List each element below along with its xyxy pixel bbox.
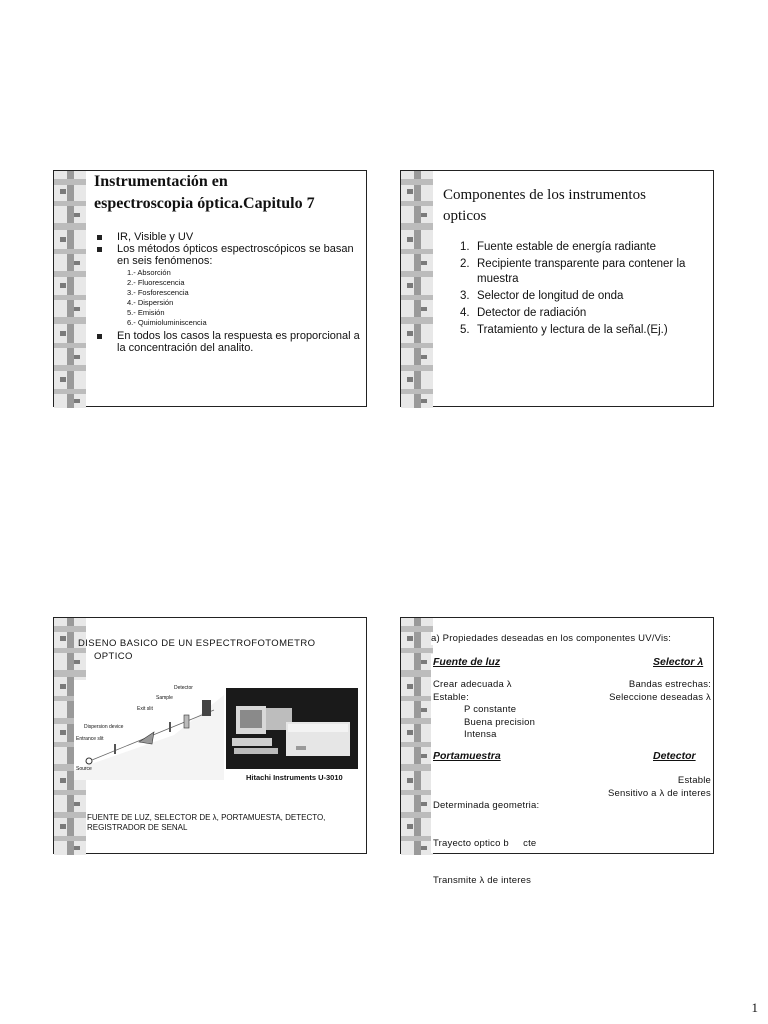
property-line: Bandas estrechas: [628, 679, 711, 690]
phenomenon-item: 3.- Fosforescencia [127, 288, 189, 297]
label-detector: Detector [174, 685, 193, 691]
property-line: Trayecto optico b cte [433, 837, 537, 849]
footer-line-2: REGISTRADOR DE SENAL [87, 823, 188, 832]
label-entrance-slit: Entrance slit [76, 736, 104, 742]
photo-caption: Hitachi Instruments U-3010 [246, 773, 343, 782]
phenomenon-item: 5.- Emisión [127, 308, 165, 317]
property-line: Crear adecuada λ [433, 679, 512, 690]
selector-properties [609, 679, 711, 704]
component-item: 2. Recipiente transparente para contener la muestra [460, 258, 686, 285]
fuente-properties [433, 679, 535, 742]
phenomenon-item: 1.- Absorción [127, 268, 171, 277]
property-line: Determinada geometria: [433, 800, 540, 811]
instrument-photo [226, 688, 358, 769]
slide-propiedades [400, 617, 714, 886]
bullet-metodos: Los métodos ópticos espectroscópicos se basan en seis fenómenos: 1.- Absorción 2.- Fluorescencia 3.- Fosforescencia 4.- Dispersión 5.- Emisión 6.- Quimioluminiscencia [94, 243, 362, 328]
slide-title [78, 637, 315, 663]
property-line: Estable: [433, 691, 469, 703]
decorative-strip [401, 618, 433, 855]
property-subline: Buena precision [464, 716, 536, 728]
label-dispersion-device: Dispersion device [84, 724, 124, 730]
title-line-1: DISENO BASICO DE UN ESPECTROFOTOMETRO [78, 638, 316, 649]
title-line-1: Instrumentación en [94, 173, 228, 190]
page-number: 1 [751, 1000, 758, 1015]
component-item: 3. Selector de longitud de onda [460, 290, 624, 302]
properties-panel [431, 654, 713, 886]
decorative-strip [54, 171, 86, 408]
slide-diseno-basico [53, 617, 367, 854]
title-line-2: espectroscopia óptica.Capitulo 7 [94, 195, 315, 212]
slide-componentes [400, 170, 714, 407]
bullet-list [94, 231, 362, 354]
heading-selector: Selector λ [653, 656, 704, 668]
decorative-strip [401, 171, 433, 408]
title-line-2: OPTICO [94, 651, 133, 662]
phenomenon-item: 4.- Dispersión [127, 298, 174, 307]
slide-title [94, 171, 315, 215]
title-line-1: Componentes de los instrumentos [443, 187, 646, 203]
instrument-photo-drawing [226, 688, 358, 769]
optical-diagram-drawing [74, 680, 224, 780]
title-line-2: opticos [443, 208, 487, 224]
property-line: Sensitivo a λ de interes [607, 787, 711, 799]
heading-portamuestra: Portamuestra [433, 750, 501, 762]
component-item: 1. Fuente estable de energía radiante [460, 241, 657, 253]
detector-properties [608, 775, 711, 800]
heading-detector: Detector [653, 750, 696, 762]
label-source: Source [76, 766, 92, 772]
phenomenon-item: 6.- Quimioluminiscencia [127, 318, 207, 327]
phenomenon-item: 2.- Fluorescencia [127, 278, 185, 287]
slide-title: a) Propiedades deseadas en los componentes UV/Vis: [431, 632, 713, 645]
property-subline: Intensa [464, 729, 497, 740]
label-sample: Sample [156, 695, 173, 701]
slide-title [443, 185, 646, 227]
bullet-respuesta: En todos los casos la respuesta es proporcional a la concentración del analito. [94, 330, 362, 354]
property-line: Seleccione deseadas λ [609, 691, 711, 703]
heading-fuente-de-luz: Fuente de luz [433, 656, 501, 668]
phenomena-list [127, 268, 362, 328]
label-exit-slit: Exit slit [137, 706, 153, 712]
components-list [460, 240, 710, 340]
optical-diagram [74, 680, 224, 780]
property-subline: P constante [464, 704, 517, 715]
component-item: 4. Detector de radiación [460, 307, 587, 319]
property-line: Transmite λ de interes [433, 875, 532, 886]
footer-line-1: FUENTE DE LUZ, SELECTOR DE λ, PORTAMUESTA, DETECTO, [87, 813, 326, 822]
bullet-ir-vis-uv: IR, Visible y UV [94, 231, 362, 243]
component-item: 5. Tratamiento y lectura de la señal.(Ej.) [460, 324, 668, 336]
property-line: Estable [677, 775, 711, 786]
slide-instrumentacion [53, 170, 367, 407]
slide-footer [87, 813, 325, 833]
portamuestra-properties [433, 775, 539, 913]
